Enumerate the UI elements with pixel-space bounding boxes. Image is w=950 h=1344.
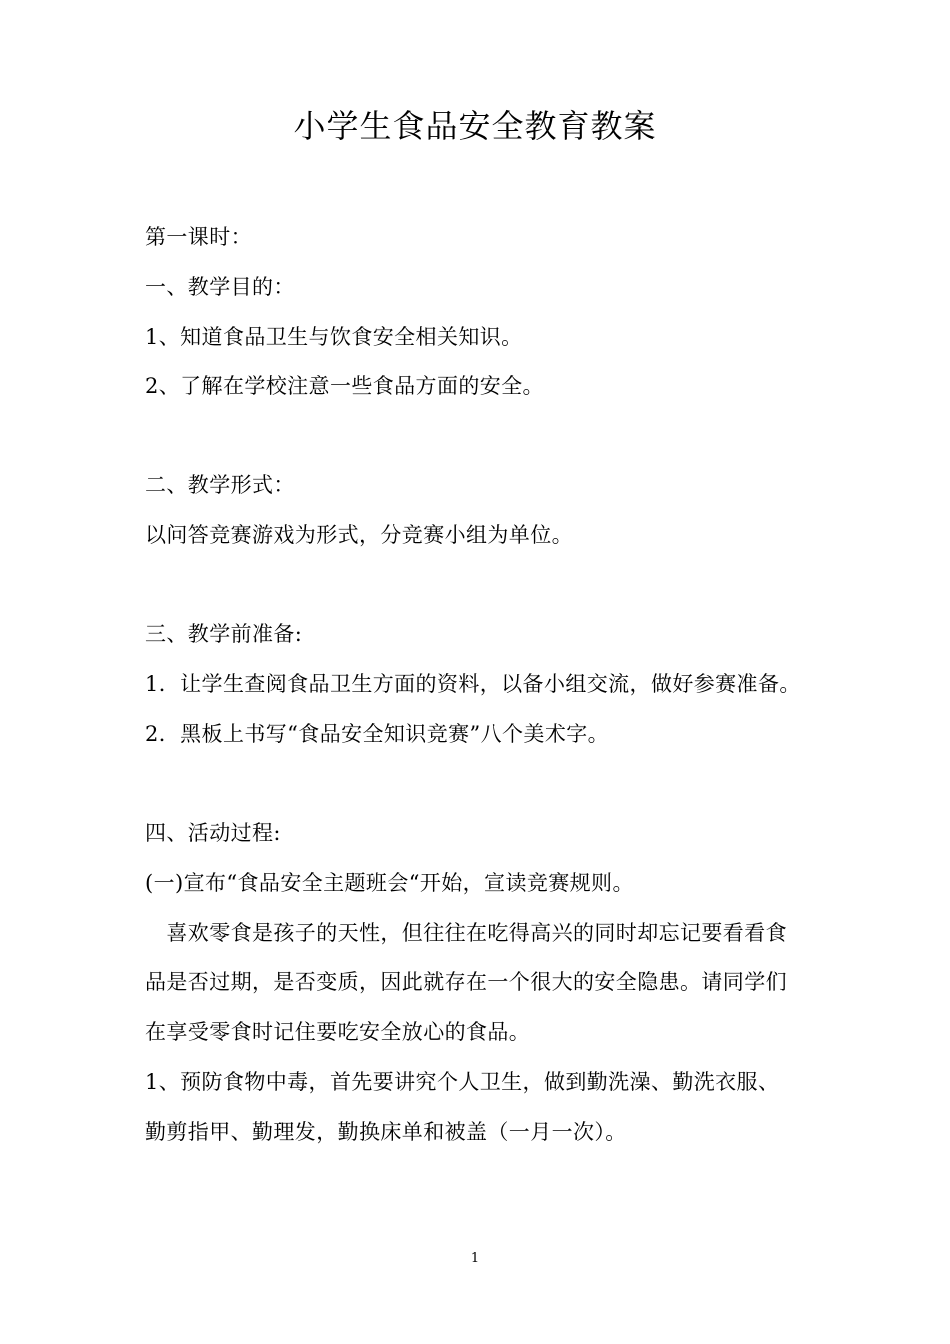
section-heading-format: 二、教学形式：: [145, 473, 295, 497]
paragraph-line: 勤剪指甲、勤理发，勤换床单和被盖（一月一次）。: [145, 1120, 627, 1144]
paragraph-line: 喜欢零食是孩子的天性，但往往在吃得高兴的同时却忘记要看看食: [145, 921, 787, 945]
format-paragraph: 以问答竞赛游戏为形式，分竞赛小组为单位。: [145, 523, 573, 547]
section-heading-process: 四、活动过程:: [145, 821, 281, 845]
paragraph-line: 1、预防食物中毒，首先要讲究个人卫生，做到勤洗澡、勤洗衣服、: [145, 1070, 780, 1094]
paragraph-line: 品是否过期，是否变质，因此就存在一个很大的安全隐患。请同学们: [145, 970, 787, 994]
process-step-1: (一)宣布“食品安全主题班会“开始，宣读竞赛规则。: [145, 871, 634, 895]
page-number: 1: [470, 1251, 480, 1266]
preparation-item-1: 1．让学生查阅食品卫生方面的资料，以备小组交流，做好参赛准备。: [145, 672, 801, 696]
section-heading-preparation: 三、教学前准备:: [145, 622, 303, 646]
section-heading-objectives: 一、教学目的：: [145, 275, 295, 299]
objective-item-2: 2、了解在学校注意一些食品方面的安全。: [145, 374, 544, 398]
document-title: 小学生食品安全教育教案: [293, 107, 657, 145]
preparation-item-2: 2．黑板上书写“食品安全知识竞赛”八个美术字。: [145, 722, 610, 746]
paragraph-line: 在享受零食时记住要吃安全放心的食品。: [145, 1020, 531, 1044]
objective-item-1: 1、知道食品卫生与饮食安全相关知识。: [145, 325, 523, 349]
lesson-heading: 第一课时：: [145, 225, 252, 249]
